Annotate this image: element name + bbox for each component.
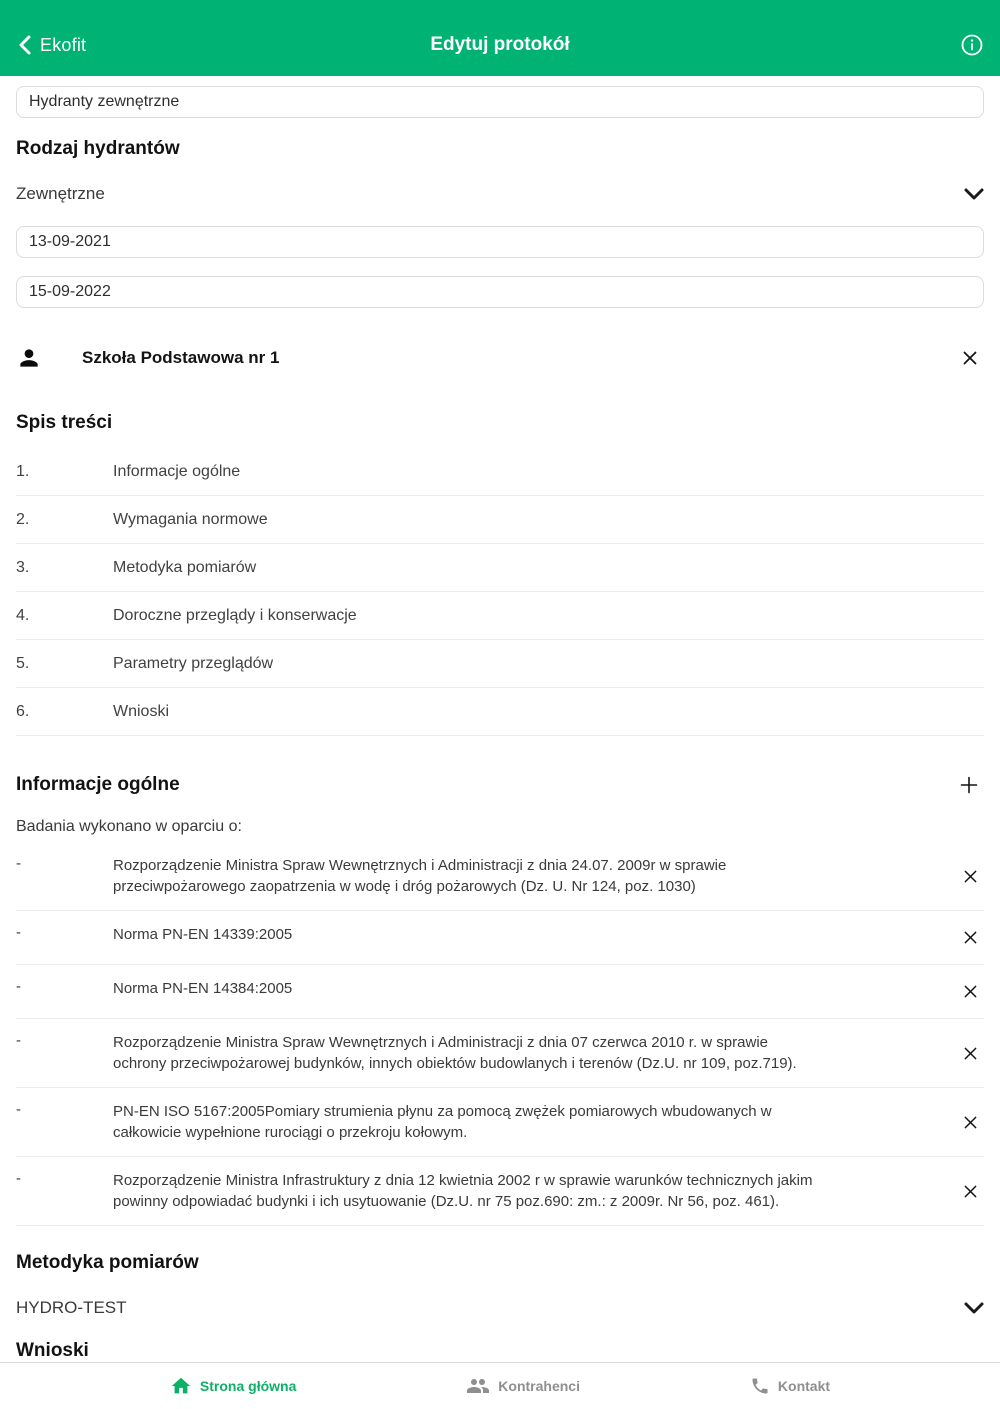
reference-item [16,965,984,1019]
reference-item [16,1088,984,1157]
toc-item-number: 2. [16,510,30,528]
close-icon [963,984,978,999]
plus-icon [960,776,978,794]
toc-list [16,448,984,736]
contractor-row [16,338,984,378]
toc-item-label: Wymagania normowe [113,510,268,528]
reference-text: Rozporządzenie Ministra Infrastruktury z dnia 12 kwietnia 2002 r w sprawie warunków technicznych jakim powinny odpowiadać budynki i ich usytuowanie (Dz.U. nr 75 poz.690: zm.: z 2009r. Nr 56, poz. 461). [113,1172,813,1210]
reference-text: Norma PN-EN 14339:2005 [113,926,293,943]
methodology-select[interactable] [16,1290,984,1326]
bullet: - [16,1101,21,1118]
date-to-input[interactable] [16,276,984,308]
bullet: - [16,855,21,872]
people-icon [466,1374,490,1398]
toc-item-label: Doroczne przeglądy i konserwacje [113,606,357,624]
chevron-down-icon [964,188,984,200]
toc-item-label: Parametry przeglądów [113,654,274,672]
toc-item-label: Metodyka pomiarów [113,558,257,576]
toc-item[interactable] [16,688,984,736]
bullet: - [16,1032,21,1049]
close-icon [962,350,978,366]
remove-reference-button[interactable] [957,1178,984,1205]
reference-item [16,1019,984,1088]
toc-item[interactable] [16,592,984,640]
toc-item-label: Wnioski [113,702,170,720]
back-label: Ekofit [40,34,87,55]
main-content [0,76,1000,1362]
nav-item-home[interactable] [170,1375,296,1397]
toc-item[interactable] [16,640,984,688]
toc-item-label: Informacje ogólne [113,462,241,480]
date-from-input[interactable] [16,226,984,258]
toc-item[interactable] [16,448,984,496]
toc-item[interactable] [16,496,984,544]
reference-item [16,842,984,911]
add-reference-button[interactable] [954,770,984,800]
back-button[interactable] [16,34,86,56]
nav-item-label: Strona główna [199,1378,297,1394]
toc-item-number: 6. [16,702,30,720]
remove-reference-button[interactable] [957,924,984,951]
protocol-name-input[interactable] [16,86,984,118]
toc-title: Spis treści [16,412,113,433]
reference-item [16,911,984,965]
close-icon [963,1115,978,1130]
nav-item-label: Kontrahenci [498,1378,580,1394]
info-icon [960,33,984,57]
page-title: Edytuj protokół [430,34,570,55]
methodology-value: HYDRO-TEST [16,1298,127,1317]
methodology-title: Metodyka pomiarów [16,1252,199,1273]
info-section-title: Informacje ogólne [16,774,180,795]
info-button[interactable] [960,33,984,57]
hydrant-type-select[interactable] [16,176,984,212]
reference-text: Rozporządzenie Ministra Spraw Wewnętrznych i Administracji z dnia 07 czerwca 2010 r. w sprawie ochrony przeciwpożarowej budynków, innych obiektów budowlanych i terenów (Dz.U. nr 109, poz.719). [113,1034,797,1072]
contractor-name: Szkoła Podstawowa nr 1 [82,348,280,367]
chevron-left-icon [16,34,34,56]
toc-item-number: 3. [16,558,30,576]
person-icon [16,345,42,371]
hydrant-type-label: Rodzaj hydrantów [16,138,180,159]
remove-contractor-button[interactable] [956,344,984,372]
close-icon [963,1184,978,1199]
bullet: - [16,924,21,941]
toc-item[interactable] [16,544,984,592]
reference-text: PN-EN ISO 5167:2005Pomiary strumienia płynu za pomocą zwężek pomiarowych wbudowanych w całkowicie wypełnione rurociągi o przekroju kołowym. [113,1103,772,1141]
hydrant-type-value: Zewnętrzne [16,184,105,203]
bullet: - [16,978,21,995]
toc-item-number: 5. [16,654,30,672]
reference-text: Rozporządzenie Ministra Spraw Wewnętrznych i Administracji z dnia 24.07. 2009r w sprawie przeciwpożarowego zaopatrzenia w wodę i dróg pożarowych (Dz. U. Nr 124, poz. 1030) [113,857,727,895]
bottom-nav [0,1362,1000,1409]
nav-item-contractors[interactable] [466,1374,580,1398]
close-icon [963,930,978,945]
bullet: - [16,1170,21,1187]
conclusions-title: Wnioski [16,1340,89,1361]
nav-item-contact[interactable] [750,1376,830,1396]
toc-item-number: 4. [16,606,30,624]
reference-item [16,1157,984,1226]
reference-text: Norma PN-EN 14384:2005 [113,980,293,997]
remove-reference-button[interactable] [957,1040,984,1067]
toc-item-number: 1. [16,462,30,480]
app-header [0,0,1000,76]
close-icon [963,869,978,884]
remove-reference-button[interactable] [957,978,984,1005]
references-intro: Badania wykonano w oparciu o: [16,818,242,835]
home-icon [170,1375,192,1397]
remove-reference-button[interactable] [957,1109,984,1136]
phone-icon [750,1376,770,1396]
nav-item-label: Kontakt [777,1378,831,1394]
remove-reference-button[interactable] [957,863,984,890]
close-icon [963,1046,978,1061]
references-list [16,842,984,1226]
chevron-down-icon [964,1302,984,1314]
